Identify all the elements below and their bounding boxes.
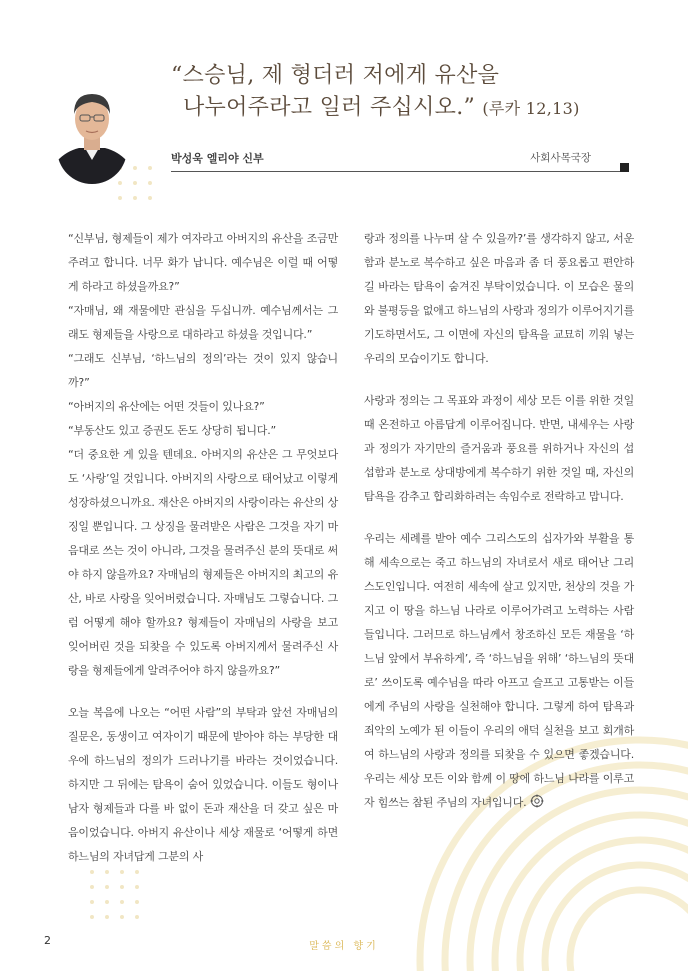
- scripture-reference: (루카 12,13): [482, 99, 580, 118]
- byline-divider: [171, 171, 629, 172]
- dialogue-paragraph: “부동산도 있고 증권도 돈도 상당히 됩니다.”: [68, 424, 277, 437]
- end-mark-icon: [530, 794, 544, 808]
- title-line-1: “스승님, 제 형더러 저에게 유산을: [171, 63, 500, 88]
- publication-name: 말씀의 향기: [309, 941, 379, 952]
- body-column-left: [68, 227, 338, 869]
- byline-square-marker: [620, 163, 629, 172]
- author-role: 사회사목국장: [530, 152, 591, 164]
- title-line-2: 나누어주라고 일러 주십시오.”: [183, 95, 476, 120]
- page-number: 2: [44, 934, 51, 947]
- author-avatar: [57, 86, 127, 184]
- author-name: 박성욱 엘리야 신부: [171, 152, 264, 165]
- dialogue-paragraph: “그래도 신부님, ‘하느님의 정의’라는 것이 있지 않습니까?”: [68, 352, 338, 389]
- body-paragraph: 사랑과 정의는 그 목표와 과정이 세상 모든 이를 위한 것일 때 온전하고 아름답게 이루어집니다. 반면, 내세우는 사랑과 정의가 자기만의 즐거움과 풍요를 위하거나 자신의 섭섭함과 분노로 상대방에게 복수하기 위한 것일 때, 자신의 탐욕을 감추고 합리화하려는 속임수로 전락하고 맙니다.: [364, 394, 634, 503]
- dialogue-paragraph: “더 중요한 게 있을 텐데요. 아버지의 유산은 그 무엇보다도 ‘사랑’일 것입니다. 아버지의 사랑으로 태어났고 이렇게 성장하셨으니까요. 재산은 아버지의 사랑이라는 유산의 상징일 뿐입니다. 그 상징을 물려받은 사람은 그것을 자기 마음대로 쓰는 것이 아니라, 그것을 물려주신 분의 뜻대로 써야 하지 않을까요? 자매님의 형제들은 아버지의 최고의 유산, 바로 사랑을 잊어버렸습니다. 자매님도 그렇습니다. 그럼 어떻게 해야 할까요? 형제들이 자매님의 사랑을 보고 잊어버린 것을 되찾을 수 있도록 아버지께서 물려주신 사랑을 형제들에게 알려주어야 하지 않을까요?”: [68, 448, 339, 677]
- dialogue-paragraph: “아버지의 유산에는 어떤 것들이 있나요?”: [68, 400, 265, 413]
- body-paragraph: 랑과 정의를 나누며 살 수 있을까?’를 생각하지 않고, 서운함과 분노로 복수하고 싶은 마음과 좀 더 풍요롭고 편안하길 바라는 탐욕이 숨겨진 부탁이었습니다. 이 모습은 물의와 불평등을 없애고 하느님의 사랑과 정의가 이루어지기를 기도하면서도, 그 이면에 자신의 탐욕을 교묘히 끼워 넣는 우리의 모습이기도 합니다.: [364, 232, 635, 365]
- body-column-right: [364, 227, 634, 815]
- article-title: [171, 60, 671, 125]
- dialogue-paragraph: “신부님, 형제들이 제가 여자라고 아버지의 유산을 조금만 주려고 합니다. 너무 화가 납니다. 예수님은 이럴 때 어떻게 하라고 하셨을까요?”: [68, 232, 338, 293]
- author-byline: [171, 147, 629, 167]
- dialogue-paragraph: “자매님, 왜 재물에만 관심을 두십니까. 예수님께서는 그래도 형제들을 사랑으로 대하라고 하셨을 것입니다.”: [68, 304, 338, 341]
- body-paragraph: 오늘 복음에 나오는 “어떤 사람”의 부탁과 앞선 자매님의 질문은, 동생이고 여자이기 때문에 받아야 하는 부당한 대우에 하느님의 정의가 드러나기를 바라는 것이었습니다. 하지만 그 뒤에는 탐욕이 숨어 있었습니다. 이들도 형이나 남자 형제들과 다를 바 없이 돈과 재산을 더 갖고 싶은 마음이었습니다. 아버지 유산이나 세상 재물로 ‘어떻게 하면 하느님의 자녀답게 그분의 사: [68, 706, 338, 863]
- body-paragraph-final: 우리는 세례를 받아 예수 그리스도의 십자가와 부활을 통해 세속으로는 죽고 하느님의 자녀로서 새로 태어난 그리스도인입니다. 여전히 세속에 살고 있지만, 천상의 것을 가지고 이 땅을 하느님 나라로 이루어가려고 노력하는 사람들입니다. 그러므로 하느님께서 창조하신 모든 재물을 ‘하느님 앞에서 부유하게’, 즉 ‘하느님을 위해’ ‘하느님의 뜻대로’ 쓰이도록 예수님을 따라 아프고 슬프고 고통받는 이들에게 주님의 사랑을 실천해야 합니다. 그렇게 하여 탐욕과 죄악의 노예가 된 이들이 우리의 애덕 실천을 보고 회개하여 하느님의 사랑과 정의를 되찾을 수 있으면 좋겠습니다. 우리는 세상 모든 이와 함께 이 땅에 하느님 나라를 이루고자 힘쓰는 참된 주님의 자녀입니다.: [364, 532, 634, 809]
